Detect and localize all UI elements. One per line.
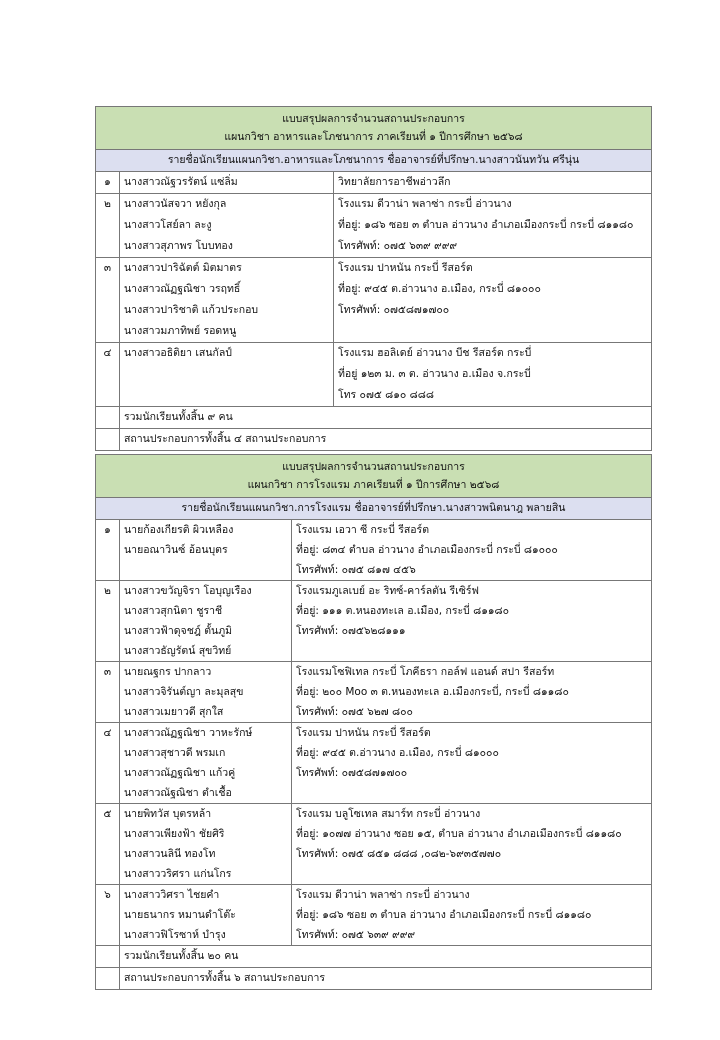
- student-cell: [120, 804, 292, 885]
- title-line-1: แบบสรุปผลการจำนวนสถานประกอบการ: [282, 113, 465, 125]
- table-row: [96, 172, 652, 194]
- student-name: นางสาวณัฏฐณิชา วาหะรักษ์: [124, 727, 253, 739]
- student-cell: [120, 885, 292, 946]
- student-name: นางสาวเมยาวดี สุกใส: [124, 706, 224, 718]
- student-name: นางสาวฟ้าดุจชฎ์ ตั้นภูมิ: [124, 625, 233, 637]
- student-cell: [120, 172, 334, 194]
- place-line: ที่อยู่: ๑๘๖ ซอย ๓ ตำบล อ่าวนาง อำเภอเมืองกระบี่ กระบี่ ๘๑๑๘๐: [296, 909, 592, 921]
- row-number: ๒: [96, 194, 120, 258]
- empty-cell: [96, 407, 120, 429]
- subheader-text: รายชื่อนักเรียนแผนกวิชา.การโรงแรม ชื่ออาจารย์ที่ปรึกษา.นางสาวพนิตนาฎ พลายสิน: [96, 498, 652, 520]
- place-cell: [292, 581, 652, 662]
- student-cell: [120, 258, 334, 343]
- student-name: นางสาวสุกนิตา ชูราชี: [124, 605, 223, 617]
- place-line: ที่อยู่ ๑๒๓ ม. ๓ ต. อ่าวนาง อ.เมือง จ.กระบี่: [338, 368, 531, 380]
- student-cell: [120, 581, 292, 662]
- place-line: ที่อยู่: ๑๑๑ ต.หนองทะเล อ.เมือง, กระบี่ ๘๑๑๘๐: [296, 605, 510, 617]
- table-row: [96, 662, 652, 723]
- table-row: [96, 258, 652, 343]
- place-line: โรงแรม ปาหนัน กระบี่ รีสอร์ต: [338, 262, 473, 274]
- student-cell: [120, 520, 292, 581]
- student-name: นางสาวณัฏฐณิชา แก้วคู่: [124, 767, 236, 779]
- student-name: นางสาวนลินี ทองโท: [124, 848, 216, 860]
- place-line: โทรศัพท์: ๐๗๕ ๖๒๗ ๘๐๐: [296, 706, 413, 718]
- place-line: โทรศัพท์: ๐๗๕๘๗๑๗๐๐: [296, 767, 408, 779]
- student-name: นางสาวปาริฉัตต์ มิตมาตร: [124, 262, 242, 274]
- empty-cell: [96, 946, 120, 968]
- place-line: โทรศัพท์: ๐๗๕๖๒๘๑๑๑: [296, 625, 406, 637]
- table-row: [96, 581, 652, 662]
- place-line: โทรศัพท์: ๐๗๕ ๖๓๙ ๙๙๙: [338, 240, 458, 252]
- student-name: นายพิทวัส บุตรหล้า: [124, 808, 212, 820]
- student-cell: [120, 662, 292, 723]
- row-number: ๖: [96, 885, 120, 946]
- place-cell: [334, 194, 652, 258]
- row-number: ๒: [96, 581, 120, 662]
- student-name: นางสาวขวัญจิรา โอบุญเรือง: [124, 585, 252, 597]
- row-number: ๑: [96, 172, 120, 194]
- total-places: สถานประกอบการทั้งสิ้น ๔ สถานประกอบการ: [120, 429, 652, 451]
- student-name: นางสาวณัฐณิชา ตำเชื้อ: [124, 787, 232, 799]
- place-line: โทรศัพท์: ๐๗๕ ๖๓๙ ๙๙๙: [296, 929, 416, 941]
- student-name: นางสาวสุชาวดี พรมเก: [124, 747, 226, 759]
- row-number: ๑: [96, 520, 120, 581]
- student-name: นางสาวปาริชาติ แก้วประกอบ: [124, 304, 259, 316]
- table-row: [96, 194, 652, 258]
- total-places-row: [96, 429, 652, 451]
- place-line: โรงแรม ฮอลิเดย์ อ่าวนาง บีช รีสอร์ต กระบี่: [338, 347, 532, 359]
- place-line: โรงแรมภูเลเบย์ อะ ริทซ์-คาร์ลตัน รีเซิร์ฟ: [296, 585, 479, 597]
- student-name: นายก้องเกียรติ ผิวเหลือง: [124, 524, 234, 536]
- table-subheader: [96, 498, 652, 520]
- place-line: วิทยาลัยการอาชีพอ่าวลึก: [338, 176, 451, 188]
- student-name: นางสาวเพียงฟ้า ชัยศิริ: [124, 828, 225, 840]
- place-line: ที่อยู่: ๑๐๗๗ อ่าวนาง ซอย ๑๕, ตำบล อ่าวนาง อำเภอเมืองกระบี่ ๘๑๑๘๐: [296, 828, 622, 840]
- student-name: นายอณาวินซ์ อ้อนบุตร: [124, 544, 228, 556]
- table-row: [96, 343, 652, 407]
- table-title: [96, 455, 652, 498]
- place-line: โทรศัพท์: ๐๗๕๘๗๑๗๐๐: [338, 304, 450, 316]
- student-name: นายณฐกร ปากลาว: [124, 666, 212, 678]
- place-cell: [292, 662, 652, 723]
- total-students: รวมนักเรียนทั้งสิ้น ๒๐ คน: [120, 946, 652, 968]
- place-cell: [292, 520, 652, 581]
- place-line: ที่อยู่: ๒๐๐ Moo ๓ ต.หนองทะเล อ.เมืองกระบี่, กระบี่ ๘๑๑๘๐: [296, 686, 569, 698]
- table-title: [96, 107, 652, 150]
- place-line: ที่อยู่: ๙๔๕ ต.อ่าวนาง อ.เมือง, กระบี่ ๘๑๐๐๐: [296, 747, 499, 759]
- row-number: ๔: [96, 343, 120, 407]
- place-cell: [292, 804, 652, 885]
- summary-table-food: [95, 106, 652, 451]
- student-name: นางสาวจิรันต์ญา ละมุลสุข: [124, 686, 244, 698]
- row-number: ๕: [96, 804, 120, 885]
- student-name: นางสาวณัฏฐณิชา วรฤทธิ์: [124, 283, 241, 295]
- place-line: ที่อยู่: ๘๓๔ ตำบล อ่าวนาง อำเภอเมืองกระบี่ กระบี่ ๘๑๐๐๐: [296, 544, 558, 556]
- place-line: โรงแรม บลูโซเทล สมาร์ท กระบี่ อ่าวนาง: [296, 808, 481, 820]
- row-number: ๔: [96, 723, 120, 804]
- table-header: [96, 455, 652, 498]
- total-students: รวมนักเรียนทั้งสิ้น ๙ คน: [120, 407, 652, 429]
- student-name: นางสาวนัสจวา หยังกุล: [124, 198, 227, 210]
- row-number: ๓: [96, 258, 120, 343]
- place-cell: [292, 723, 652, 804]
- empty-cell: [96, 968, 120, 990]
- table-row: [96, 520, 652, 581]
- student-name: นางสาวธัญรัตน์ สุขวิทย์: [124, 645, 232, 657]
- title-line-2: แผนกวิชา อาหารและโภชนาการ ภาคเรียนที่ ๑ ปีการศึกษา ๒๕๖๘: [224, 131, 523, 143]
- student-cell: [120, 194, 334, 258]
- empty-cell: [96, 429, 120, 451]
- place-line: โทรศัพท์: ๐๗๕ ๘๑๗ ๔๕๖: [296, 564, 416, 576]
- table-row: [96, 723, 652, 804]
- place-line: โรงแรมโซฟิเทล กระบี่ โภคีธรา กอล์ฟ แอนด์ สปา รีสอร์ท: [296, 666, 555, 678]
- student-name: นางสาวมภาทิพย์ รอดหนู: [124, 325, 237, 337]
- total-places-row: [96, 968, 652, 990]
- student-name: นางสาววริศรา แก่นโกร: [124, 868, 232, 880]
- table-header: [96, 107, 652, 150]
- student-name: นางสาววิศรา ไชยคำ: [124, 889, 220, 901]
- row-number: ๓: [96, 662, 120, 723]
- table-subheader: [96, 150, 652, 172]
- place-line: โทรศัพท์: ๐๗๕ ๘๕๑ ๘๘๘ ,๐๘๒-๖๙๓๕๗๗๐: [296, 848, 502, 860]
- total-places: สถานประกอบการทั้งสิ้น ๖ สถานประกอบการ: [120, 968, 652, 990]
- student-name: นางสาวณัฐวรรัตน์ แซ่ลิ่ม: [124, 176, 238, 188]
- place-cell: [334, 258, 652, 343]
- place-line: โรงแรม ดีวาน่า พลาซ่า กระบี่ อ่าวนาง: [338, 198, 512, 210]
- subheader-text: รายชื่อนักเรียนแผนกวิชา.อาหารและโภชนาการ ชื่ออาจารย์ที่ปรึกษา.นางสาวนันทวัน ศรีนุ่น: [96, 150, 652, 172]
- student-name: นางสาวอธิติยา เสนกัลป์: [124, 347, 232, 359]
- place-line: โรงแรม ปาหนัน กระบี่ รีสอร์ต: [296, 727, 431, 739]
- place-line: โทร ๐๗๕ ๘๑๐ ๘๘๘: [338, 389, 434, 401]
- place-cell: [334, 172, 652, 194]
- title-line-1: แบบสรุปผลการจำนวนสถานประกอบการ: [282, 461, 465, 473]
- place-cell: [334, 343, 652, 407]
- title-line-2: แผนกวิชา การโรงแรม ภาคเรียนที่ ๑ ปีการศึกษา ๒๕๖๘: [247, 479, 500, 491]
- place-line: โรงแรม ดีวาน่า พลาซ่า กระบี่ อ่าวนาง: [296, 889, 470, 901]
- total-students-row: [96, 407, 652, 429]
- summary-table-hotel: [95, 454, 652, 990]
- table-row: [96, 885, 652, 946]
- total-students-row: [96, 946, 652, 968]
- student-name: นางสาวโสย์ลา ละงู: [124, 219, 212, 231]
- student-name: นางสาวฟิโรซาห์ บำรุง: [124, 929, 226, 941]
- student-name: นางสาวสุภาพร โบบทอง: [124, 240, 233, 252]
- student-name: นายธนากร หมานดำโต๊ะ: [124, 909, 236, 921]
- place-line: ที่อยู่: ๙๔๕ ต.อ่าวนาง อ.เมือง, กระบี่ ๘๑๐๐๐: [338, 283, 541, 295]
- table-row: [96, 804, 652, 885]
- place-cell: [292, 885, 652, 946]
- place-line: โรงแรม เอวา ซี กระบี่ รีสอร์ต: [296, 524, 430, 536]
- place-line: ที่อยู่: ๑๘๖ ซอย ๓ ตำบล อ่าวนาง อำเภอเมืองกระบี่ กระบี่ ๘๑๑๘๐: [338, 219, 634, 231]
- student-cell: [120, 723, 292, 804]
- student-cell: [120, 343, 334, 407]
